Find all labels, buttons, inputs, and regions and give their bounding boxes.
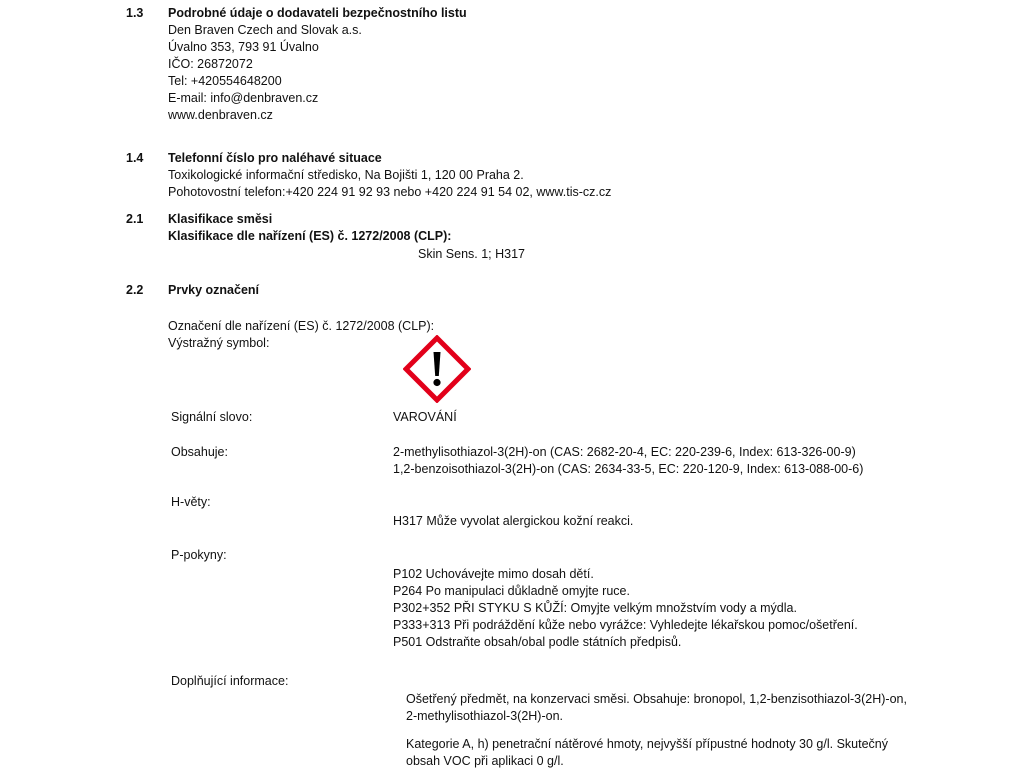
list-item: P333+313 Při podráždění kůže nebo vyrážce: Vyhledejte lékařskou pomoc/ošetření. <box>393 618 858 632</box>
list-item: P501 Odstraňte obsah/obal podle státních předpisů. <box>393 635 682 649</box>
list-item: 1,2-benzoisothiazol-3(2H)-on (CAS: 2634-33-5, EC: 220-120-9, Index: 613-088-00-6) <box>393 462 864 476</box>
supplier-address: Úvalno 353, 793 91 Úvalno <box>168 40 319 54</box>
section-title-2-2: Prvky označení <box>168 283 260 297</box>
supplier-phone: Tel: +420554648200 <box>168 74 282 88</box>
classification-value: Skin Sens. 1; H317 <box>418 247 526 261</box>
ghs07-exclamation-mark-icon <box>403 335 471 403</box>
list-item: 2-methylisothiazol-3(2H)-on (CAS: 2682-20-4, EC: 220-239-6, Index: 613-326-00-9) <box>393 445 856 459</box>
signal-word-label: Signální slovo: <box>171 410 253 424</box>
signal-word-value: VAROVÁNÍ <box>393 410 457 424</box>
p-statements-label: P-pokyny: <box>171 548 227 562</box>
h-statements-label: H-věty: <box>171 495 211 509</box>
list-item: P102 Uchovávejte mimo dosah dětí. <box>393 567 594 581</box>
section-title-1-4: Telefonní číslo pro naléhavé situace <box>168 151 382 165</box>
supplier-details <box>168 22 362 124</box>
emergency-details <box>168 167 611 201</box>
section-title-2-1: Klasifikace směsi <box>168 212 273 226</box>
section-title-1-3: Podrobné údaje o dodavateli bezpečnostního listu <box>168 6 467 20</box>
list-item: P302+352 PŘI STYKU S KŮŽÍ: Omyjte velkým množstvím vody a mýdla. <box>393 601 797 615</box>
paragraph-line: 2-methylisothiazol-3(2H)-on. <box>406 709 564 723</box>
classification-subtitle: Klasifikace dle nařízení (ES) č. 1272/2008 (CLP): <box>168 229 452 243</box>
additional-info-paragraph <box>406 691 907 725</box>
h-statements-list <box>393 513 633 530</box>
contains-label: Obsahuje: <box>171 445 228 459</box>
emergency-phone: Pohotovostní telefon:+420 224 91 92 93 nebo +420 224 91 54 02, www.tis-cz.cz <box>168 185 612 199</box>
paragraph-line: obsah VOC při aplikaci 0 g/l. <box>406 754 564 768</box>
p-statements-list <box>393 566 858 651</box>
supplier-ico: IČO: 26872072 <box>168 57 253 71</box>
symbol-label: Výstražný symbol: <box>168 336 270 350</box>
additional-info-paragraph <box>406 736 888 770</box>
section-number-2-1: 2.1 <box>126 212 144 226</box>
section-number-1-3: 1.3 <box>126 6 144 20</box>
section-number-1-4: 1.4 <box>126 151 144 165</box>
paragraph-line: Ošetřený předmět, na konzervaci směsi. Obsahuje: bronopol, 1,2-benzisothiazol-3(2H)-on, <box>406 692 907 706</box>
emergency-center: Toxikologické informační středisko, Na Bojišti 1, 120 00 Praha 2. <box>168 168 524 182</box>
supplier-website[interactable]: www.denbraven.cz <box>168 108 273 122</box>
additional-info-label: Doplňující informace: <box>171 674 289 688</box>
list-item: H317 Může vyvolat alergickou kožní reakci. <box>393 514 634 528</box>
supplier-name: Den Braven Czech and Slovak a.s. <box>168 23 362 37</box>
section-number-2-2: 2.2 <box>126 283 144 297</box>
list-item: P264 Po manipulaci důkladně omyjte ruce. <box>393 584 630 598</box>
designation-label: Označení dle nařízení (ES) č. 1272/2008 (CLP): <box>168 319 435 333</box>
supplier-email[interactable]: E-mail: info@denbraven.cz <box>168 91 319 105</box>
paragraph-line: Kategorie A, h) penetrační nátěrové hmoty, nejvyšší přípustné hodnoty 30 g/l. Skutečný <box>406 737 888 751</box>
contains-list <box>393 444 863 478</box>
